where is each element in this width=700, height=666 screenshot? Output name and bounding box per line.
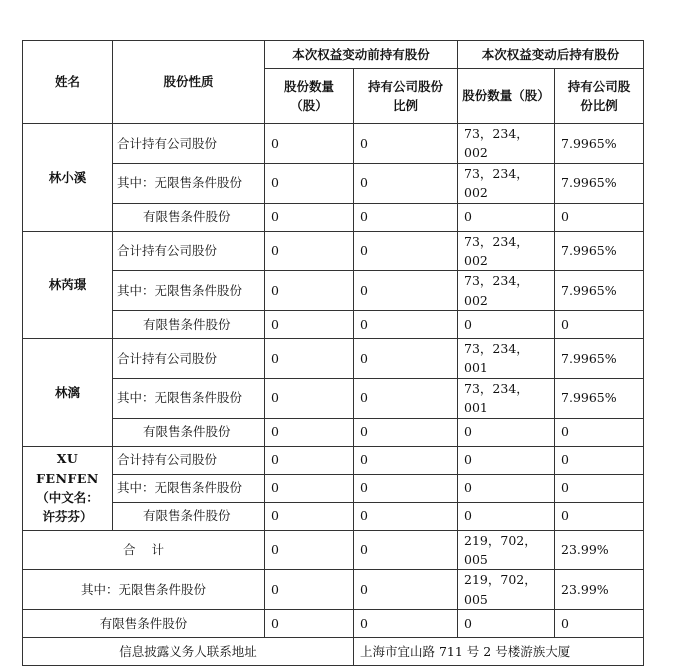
equity-change-table [22, 40, 644, 666]
after-qty: 73，234，002 [458, 231, 555, 271]
table-row [23, 311, 644, 339]
after-qty: 0 [458, 610, 555, 638]
total-row [23, 530, 644, 570]
after-qty: 0 [458, 502, 555, 530]
before-pct: 0 [354, 446, 458, 474]
before-qty: 0 [265, 271, 354, 311]
table-row [23, 502, 644, 530]
header-after-pct-l2: 份比例 [580, 98, 618, 113]
before-qty: 0 [265, 610, 354, 638]
after-pct: 0 [555, 446, 644, 474]
holder-name: 林小溪 [23, 124, 113, 232]
header-share-type: 股份性质 [113, 41, 265, 124]
table-row [23, 446, 644, 474]
header-before-group: 本次权益变动前持有股份 [265, 41, 458, 69]
total-row [23, 610, 644, 638]
header-after-qty: 股份数量（股） [458, 69, 555, 124]
table-row [23, 418, 644, 446]
after-qty: 0 [458, 446, 555, 474]
share-type: 有限售条件股份 [113, 203, 265, 231]
before-pct: 0 [354, 474, 458, 502]
before-pct: 0 [354, 610, 458, 638]
after-qty: 0 [458, 203, 555, 231]
after-pct: 0 [555, 474, 644, 502]
share-type: 其中：无限售条件股份 [113, 474, 265, 502]
header-name: 姓名 [23, 41, 113, 124]
table-row [23, 474, 644, 502]
before-pct: 0 [354, 570, 458, 610]
after-pct: 0 [555, 418, 644, 446]
share-type: 合计持有公司股份 [113, 231, 265, 271]
before-qty: 0 [265, 163, 354, 203]
before-qty: 0 [265, 231, 354, 271]
header-after-group: 本次权益变动后持有股份 [458, 41, 644, 69]
table-row [23, 339, 644, 379]
before-pct: 0 [354, 231, 458, 271]
before-pct: 0 [354, 339, 458, 379]
before-pct: 0 [354, 502, 458, 530]
after-pct: 0 [555, 203, 644, 231]
after-qty: 0 [458, 474, 555, 502]
before-qty: 0 [265, 446, 354, 474]
total-label: 合 计 [23, 530, 265, 570]
after-qty: 73，234，002 [458, 271, 555, 311]
after-pct: 7.9965% [555, 231, 644, 271]
after-pct: 7.9965% [555, 271, 644, 311]
before-pct: 0 [354, 163, 458, 203]
share-type: 其中：无限售条件股份 [113, 163, 265, 203]
share-type: 合计持有公司股份 [113, 124, 265, 164]
header-after-pct [555, 69, 644, 124]
after-qty: 73，234，002 [458, 124, 555, 164]
share-type: 其中：无限售条件股份 [113, 271, 265, 311]
total-label: 其中：无限售条件股份 [23, 570, 265, 610]
before-pct: 0 [354, 203, 458, 231]
before-pct: 0 [354, 530, 458, 570]
before-pct: 0 [354, 124, 458, 164]
header-before-qty [265, 69, 354, 124]
before-pct: 0 [354, 271, 458, 311]
after-pct: 0 [555, 502, 644, 530]
header-before-qty-unit: （股） [290, 98, 328, 113]
holder-name-l3: 许芬芬） [42, 509, 93, 525]
share-type: 合计持有公司股份 [113, 339, 265, 379]
before-qty: 0 [265, 311, 354, 339]
after-qty: 0 [458, 418, 555, 446]
after-pct: 7.9965% [555, 378, 644, 418]
total-label: 有限售条件股份 [23, 610, 265, 638]
before-qty: 0 [265, 339, 354, 379]
after-qty: 219，702，005 [458, 530, 555, 570]
before-qty: 0 [265, 530, 354, 570]
after-qty: 219，702，005 [458, 570, 555, 610]
total-row [23, 570, 644, 610]
address-row [23, 638, 644, 666]
after-pct: 7.9965% [555, 163, 644, 203]
before-pct: 0 [354, 311, 458, 339]
before-qty: 0 [265, 378, 354, 418]
header-before-pct-l2: 比例 [393, 98, 419, 113]
before-qty: 0 [265, 474, 354, 502]
table-row [23, 231, 644, 271]
header-before-pct-l1: 持有公司股份 [368, 78, 444, 94]
share-type: 有限售条件股份 [113, 311, 265, 339]
share-type: 其中：无限售条件股份 [113, 378, 265, 418]
after-pct: 23.99% [555, 570, 644, 610]
table-row [23, 378, 644, 418]
before-qty: 0 [265, 418, 354, 446]
after-qty: 73，234，002 [458, 163, 555, 203]
before-qty: 0 [265, 124, 354, 164]
before-qty: 0 [265, 570, 354, 610]
table-row [23, 271, 644, 311]
address-value: 上海市宜山路 711 号 2 号楼游族大厦 [354, 638, 644, 666]
holder-name-l2: （中文名： [36, 490, 99, 505]
before-pct: 0 [354, 378, 458, 418]
after-pct: 7.9965% [555, 339, 644, 379]
before-pct: 0 [354, 418, 458, 446]
holder-name: 林芮璟 [23, 231, 113, 339]
after-pct: 23.99% [555, 530, 644, 570]
share-type: 有限售条件股份 [113, 502, 265, 530]
after-pct: 7.9965% [555, 124, 644, 164]
header-before-pct [354, 69, 458, 124]
before-qty: 0 [265, 203, 354, 231]
after-pct: 0 [555, 311, 644, 339]
share-type: 有限售条件股份 [113, 418, 265, 446]
holder-name-l1: XU FENFEN [36, 451, 99, 486]
after-qty: 73，234，001 [458, 339, 555, 379]
after-pct: 0 [555, 610, 644, 638]
table-row [23, 203, 644, 231]
share-type: 合计持有公司股份 [113, 446, 265, 474]
before-qty: 0 [265, 502, 354, 530]
header-after-pct-l1: 持有公司股 [567, 78, 631, 94]
table-row [23, 124, 644, 164]
header-before-qty-label: 股份数量 [283, 78, 334, 94]
table-row [23, 163, 644, 203]
address-label: 信息披露义务人联系地址 [23, 638, 354, 666]
holder-name [23, 446, 113, 530]
after-qty: 0 [458, 311, 555, 339]
after-qty: 73，234，001 [458, 378, 555, 418]
holder-name: 林漓 [23, 339, 113, 447]
